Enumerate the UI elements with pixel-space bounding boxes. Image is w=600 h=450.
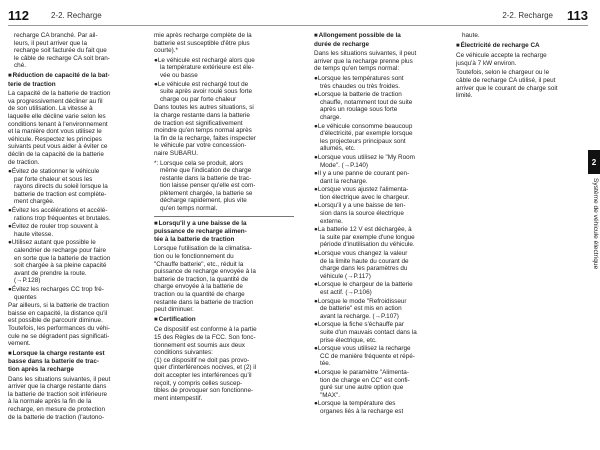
heading-square-icon: ■ — [8, 350, 12, 357]
bullet-item — [314, 91, 448, 121]
text-line: de la batterie de traction (l'autono- — [8, 413, 105, 421]
text-line: CC de manière fréquente et répé- — [320, 352, 415, 360]
text-line: rayons directs du soleil lorsque la — [14, 183, 108, 191]
section-heading — [8, 350, 140, 374]
right-header-rule — [300, 25, 588, 26]
text-line: (→P.128) — [14, 277, 41, 285]
text-line: tion électrique avec le chargeur. — [320, 193, 410, 201]
bullet-icon: ● — [314, 202, 318, 210]
text-line: restante dans la batterie de traction — [154, 298, 254, 306]
left-page-header — [8, 6, 292, 24]
text-line: recharge soit facturée du fait que — [14, 47, 107, 55]
paragraph — [154, 32, 294, 55]
bullet-item — [314, 202, 448, 225]
bullet-item — [314, 226, 448, 249]
right-page — [300, 0, 600, 450]
paragraph — [154, 245, 294, 313]
text-line: Lorsqu'il y a une baisse de la — [158, 219, 247, 227]
paragraph — [456, 69, 580, 99]
text-line: arriver que le courant de charge soit — [456, 84, 558, 92]
text-line: Allongement possible de la — [318, 32, 401, 39]
text-line: de batterie" est mis en action — [320, 305, 402, 313]
bullet-icon: ● — [314, 400, 318, 408]
bullet-item — [314, 250, 448, 280]
text-line: puissance de recharge alimen- — [154, 228, 247, 236]
text-line: Il y a une panne de courant pen- — [317, 170, 410, 178]
bullet-item — [314, 186, 448, 201]
bullet-item — [314, 400, 448, 415]
paragraph — [8, 376, 140, 422]
text-line: avant de prendre la route. — [14, 269, 87, 277]
text-line: en sorte que la batterie de traction — [14, 254, 111, 262]
bullet-list — [314, 75, 448, 416]
text-line: Évitez les recharges CC trop fré- — [11, 286, 104, 293]
text-line: Évitez les accélérations et accélé- — [11, 207, 108, 215]
text-line: période d'inutilisation du véhicule. — [320, 241, 415, 249]
text-line: quer d'interférences nocives, et (2) il — [154, 364, 257, 372]
text-line: suivants peut vous aider à éviter ce — [8, 143, 108, 151]
text-line: tion laisse penser qu'elle est com- — [160, 182, 256, 190]
bullet-item — [314, 170, 448, 185]
bullet-icon: ● — [154, 56, 158, 64]
text-line: Lorsque la fiche s'échauffe par — [317, 321, 404, 329]
text-line: batterie est susceptible d'être plus — [154, 39, 250, 47]
bullet-icon: ● — [314, 297, 318, 305]
text-line: tion de charge en CC" est confi- — [320, 376, 410, 384]
footnote — [154, 160, 294, 213]
text-line: peut diminuer. — [154, 306, 194, 314]
bullet-icon: ● — [8, 223, 12, 231]
text-line: cule ne se dégradent pas significati- — [8, 332, 110, 340]
bullet-item — [8, 207, 140, 222]
text-line: Électricité de recharge CA — [460, 41, 540, 49]
text-line: Utilisez autant que possible le — [11, 239, 96, 247]
bullet-item — [8, 223, 140, 238]
text-line: Mode". (→P.140) — [320, 161, 368, 169]
text-line: de traction. — [8, 158, 40, 166]
bullet-icon: ● — [314, 153, 318, 161]
paragraph — [154, 104, 294, 157]
text-line: rations trop fréquentes et brutales. — [14, 214, 111, 222]
text-line: qu'en temps normal. — [160, 205, 218, 213]
text-line: Lorsque vous ajustez l'alimenta- — [317, 186, 409, 194]
text-line: mie après recharge complète de la — [154, 32, 252, 39]
text-line: Réduction de capacité de la bat- — [12, 71, 110, 79]
bullet-icon: ● — [8, 168, 12, 176]
bullet-item — [314, 369, 448, 399]
text-line: va progressivement décliner au fil — [8, 97, 103, 105]
text-line: Certification — [158, 315, 196, 323]
text-line: tion après la recharge — [8, 365, 74, 373]
text-line: suite d'un mauvais contact dans la — [320, 328, 417, 336]
text-line: tibles de provoquer son fonctionne- — [154, 387, 254, 395]
text-line: Lorsque la batterie de traction — [317, 91, 402, 99]
text-line: ché. — [14, 62, 26, 70]
text-line: doit accepter les interférences qu'il — [154, 371, 252, 379]
text-line: Le véhicule est rechargé tout de — [157, 80, 249, 88]
right-column-2 — [456, 32, 580, 446]
text-line: laquelle elle décline varie selon les — [8, 112, 106, 120]
text-line: durée de recharge — [314, 40, 370, 48]
text-line: et la manière dont vous utilisez le — [8, 128, 102, 136]
text-line: Le véhicule est rechargé alors que — [157, 56, 255, 64]
bullet-icon: ● — [314, 122, 318, 130]
paragraph — [456, 52, 580, 67]
text-line: Lorsque vous utilisez la recharge — [317, 345, 411, 353]
text-line: arriver que la recharge prenne plus — [314, 57, 413, 65]
bullet-icon: ● — [8, 207, 12, 215]
section-heading — [154, 220, 294, 244]
section-heading — [154, 316, 294, 325]
text-line: Ce véhicule accepte la recharge — [456, 52, 547, 60]
bullet-icon: ● — [314, 170, 318, 178]
text-line: Ce dispositif est conforme à la partie — [154, 326, 257, 334]
text-line: est actif. (→P.106) — [320, 289, 372, 296]
section-heading — [8, 72, 140, 88]
text-line: de temps qu'en temps normal: — [314, 65, 400, 73]
text-line: Lorsque la charge restante est — [12, 349, 105, 357]
text-line: tée à la batterie de traction — [154, 235, 235, 243]
text-line: conditions suivantes: — [154, 349, 213, 357]
right-page-number: 113 — [567, 7, 588, 23]
text-line: recharge, en mesure de protection — [8, 405, 105, 413]
text-line: haute vitesse. — [14, 230, 54, 238]
text-line: de la limite haute du courant de — [320, 257, 409, 265]
bullet-item — [8, 168, 140, 206]
text-line: externe. — [320, 217, 343, 225]
text-line: vée ou basse — [160, 71, 198, 79]
text-line: "MAX". — [320, 391, 341, 399]
text-line: Dans les situations suivantes, il peut — [314, 50, 417, 58]
text-line: Lorsqu'il y a une baisse de ten- — [317, 202, 406, 210]
bullet-item — [314, 75, 448, 90]
text-line: conditions tenant à l'environnement — [8, 120, 108, 128]
bullet-icon: ● — [8, 286, 12, 293]
text-line: La capacité de la batterie de traction — [8, 90, 111, 98]
bullet-icon: ● — [8, 239, 12, 247]
bullet-icon: ● — [154, 80, 158, 88]
paragraph — [154, 326, 294, 402]
text-line: avant la recharge. (→P.107) — [320, 312, 399, 320]
text-line: Par ailleurs, si la batterie de traction — [8, 302, 109, 310]
text-line: 15 des Règles de la FCC. Son fonc- — [154, 333, 256, 341]
text-line: Évitez de stationner le véhicule — [11, 168, 100, 176]
bullet-icon: ● — [314, 186, 318, 194]
left-column-1 — [8, 32, 140, 446]
text-line: le câble de recharge CA soit bran- — [14, 54, 110, 62]
left-header-rule — [8, 25, 300, 26]
text-line: ment intempestif. — [154, 394, 203, 402]
text-line: Lorsque le paramètre "Alimenta- — [317, 368, 409, 376]
bullet-icon: ● — [314, 368, 318, 376]
bullet-icon: ● — [314, 250, 318, 258]
bullet-icon: ● — [314, 226, 318, 234]
left-page-number: 112 — [8, 7, 29, 23]
bullet-item — [314, 281, 448, 296]
text-line: recharge CA branché. Par ail- — [14, 32, 98, 39]
bullet-item — [154, 81, 294, 104]
text-line: basse dans la batterie de trac- — [8, 358, 99, 366]
bullet-item — [314, 298, 448, 321]
text-line: charge. — [320, 113, 342, 121]
text-line: restante dans la batterie de trac- — [160, 174, 252, 182]
bullet-icon: ● — [314, 74, 318, 82]
text-line: Lorsque l'utilisation de la climatisa- — [154, 245, 252, 253]
bullet-item — [314, 345, 448, 368]
section-heading — [314, 32, 448, 48]
text-line: la batterie de traction soit inférieure — [8, 390, 108, 398]
text-line: les projecteurs principaux sont — [320, 137, 406, 145]
text-line: allumés, etc. — [320, 145, 356, 153]
text-line: d'électricité, par exemple lorsque — [320, 130, 413, 138]
left-column-2 — [154, 32, 294, 446]
text-line: limité. — [456, 92, 473, 100]
text-line: à la normale après la fin de la — [8, 398, 92, 406]
text-line: très chaudes ou très froides. — [320, 82, 401, 90]
bullet-icon: ● — [314, 321, 318, 329]
text-line: La batterie 12 V est déchargée, à — [317, 226, 412, 234]
text-line: charge envoyée à la batterie de — [154, 283, 243, 291]
text-line: Lorsque le mode "Refroidisseur — [317, 297, 407, 305]
text-line: Lorsque le chargeur de la batterie — [317, 281, 413, 289]
text-line: Dans les situations suivantes, il peut — [8, 375, 111, 383]
text-line: même que l'indication de charge — [160, 167, 252, 175]
text-line: (1) ce dispositif ne doit pas provo- — [154, 356, 250, 364]
text-line: Toutefois, les performances du véhi- — [8, 324, 110, 332]
text-line: tionnement est soumis aux deux — [154, 341, 245, 349]
text-line: tion ou le fonctionnement du — [154, 253, 234, 261]
text-line: Lorsque les températures sont — [317, 74, 404, 82]
bullet-item — [314, 321, 448, 344]
paragraph — [8, 90, 140, 166]
paragraph — [8, 32, 140, 70]
text-line: soit chargée à sa pleine capacité — [14, 262, 107, 270]
text-line: moindre qu'en temps normal après — [154, 127, 252, 135]
text-line: dant la recharge. — [320, 177, 368, 185]
text-line: baisse en capacité, la distance qu'il — [8, 309, 108, 317]
heading-square-icon: ■ — [314, 33, 318, 39]
text-line: Lorsque vous changez la valeur — [317, 250, 408, 258]
text-line: charge ou par forte chaleur — [160, 95, 237, 103]
text-line: décharge rapidement, plus vite — [160, 197, 247, 205]
text-line: Le véhicule consomme beaucoup — [317, 122, 413, 130]
text-line: prise électrique, etc. — [320, 336, 377, 344]
text-line: charge dans les paramètres du — [320, 265, 408, 273]
text-line: batterie de traction est complète- — [14, 190, 107, 198]
section-heading — [456, 42, 580, 51]
text-line: Dans toutes les autres situations, si — [154, 104, 254, 112]
bullet-item — [314, 123, 448, 153]
right-column-1 — [314, 32, 448, 446]
text-line: tée. — [320, 360, 331, 368]
heading-square-icon: ■ — [8, 72, 12, 79]
text-line: est possible de parcourir diminue. — [8, 317, 103, 325]
text-line: Toutefois, selon le chargeur ou le — [456, 69, 550, 77]
text-line: vement. — [8, 340, 31, 348]
paragraph — [314, 50, 448, 73]
text-line: la charge restante dans la batterie — [154, 111, 250, 119]
text-line: après un roulage sous forte — [320, 106, 398, 114]
text-line: organes liés à la recharge est — [320, 407, 404, 415]
text-line: Lorsque vous utilisez le "My Room — [317, 153, 415, 161]
text-line: arriver que la charge restante dans — [8, 383, 107, 391]
text-line: véhicule (→P.117) — [320, 272, 371, 280]
right-section-title: 2-2. Recharge — [502, 10, 554, 20]
bullet-icon: ● — [314, 345, 318, 353]
chapter-side-title: Système de véhicule électrique — [592, 178, 599, 270]
text-line: reçoit, y compris celles suscep- — [154, 379, 243, 387]
text-line: naire SUBARU. — [154, 149, 199, 157]
text-line: sion dans la source électrique — [320, 210, 404, 218]
bullet-icon: ● — [314, 281, 318, 289]
text-line: guré sur une autre option que — [320, 384, 404, 392]
paragraph — [456, 32, 580, 40]
text-line: par forte chaleur et sous les — [14, 175, 93, 183]
text-line: Évitez de rouler trop souvent à — [11, 223, 98, 231]
heading-square-icon: ■ — [456, 42, 460, 49]
text-line: jusqu'à 7 kW environ. — [456, 59, 517, 67]
text-line: leurs, il peut arriver que la — [14, 39, 87, 47]
right-page-header — [306, 6, 588, 24]
chapter-tab: 2 — [588, 150, 600, 174]
text-line: puissance de recharge envoyée à la — [154, 268, 256, 276]
text-line: câble de recharge CA utilisé, il peut — [456, 76, 556, 84]
bullet-item — [8, 286, 140, 301]
text-line: quentes — [14, 293, 37, 301]
text-line: "Chauffe batterie", etc., réduit la — [154, 260, 244, 268]
text-line: chauffe, notamment tout de suite — [320, 98, 413, 106]
divider — [154, 216, 294, 217]
text-line: batterie de traction, la quantité de — [154, 275, 249, 283]
bullet-icon: ● — [314, 91, 318, 99]
paragraph — [8, 302, 140, 348]
text-line: véhicule. Respectez les principes — [8, 135, 102, 143]
text-line: calendrier de recharge pour faire — [14, 247, 107, 255]
heading-square-icon: ■ — [154, 220, 158, 227]
heading-square-icon: ■ — [154, 316, 158, 323]
text-line: déclin de la capacité de la batterie — [8, 150, 104, 158]
text-line: la suite par exemple d'une longue — [320, 233, 415, 241]
text-line: Lorsque la température des — [317, 400, 396, 408]
left-section-title: 2-2. Recharge — [50, 10, 102, 20]
text-line: de son utilisation. La vitesse à — [8, 105, 93, 113]
text-line: suite après avoir roulé sous forte — [160, 88, 253, 96]
text-line: haute. — [462, 32, 480, 39]
text-line: la fin de la recharge, faites inspecter — [154, 134, 256, 142]
text-line: traction ou la quantité de charge — [154, 291, 245, 298]
bullet-item — [8, 239, 140, 285]
bullet-item — [314, 154, 448, 169]
bullet-item — [154, 57, 294, 80]
text-line: de traction est significativement — [154, 119, 243, 127]
text-line: courte).* — [154, 47, 178, 55]
text-line: plètement chargée, la batterie se — [160, 189, 253, 197]
text-line: terie de traction — [8, 80, 56, 88]
text-line: ment chargée. — [14, 198, 55, 206]
text-line: *: Lorsque cela se produit, alors — [154, 159, 244, 167]
text-line: le véhicule par votre concession- — [154, 142, 247, 150]
text-line: la température extérieure est éle- — [160, 64, 254, 72]
